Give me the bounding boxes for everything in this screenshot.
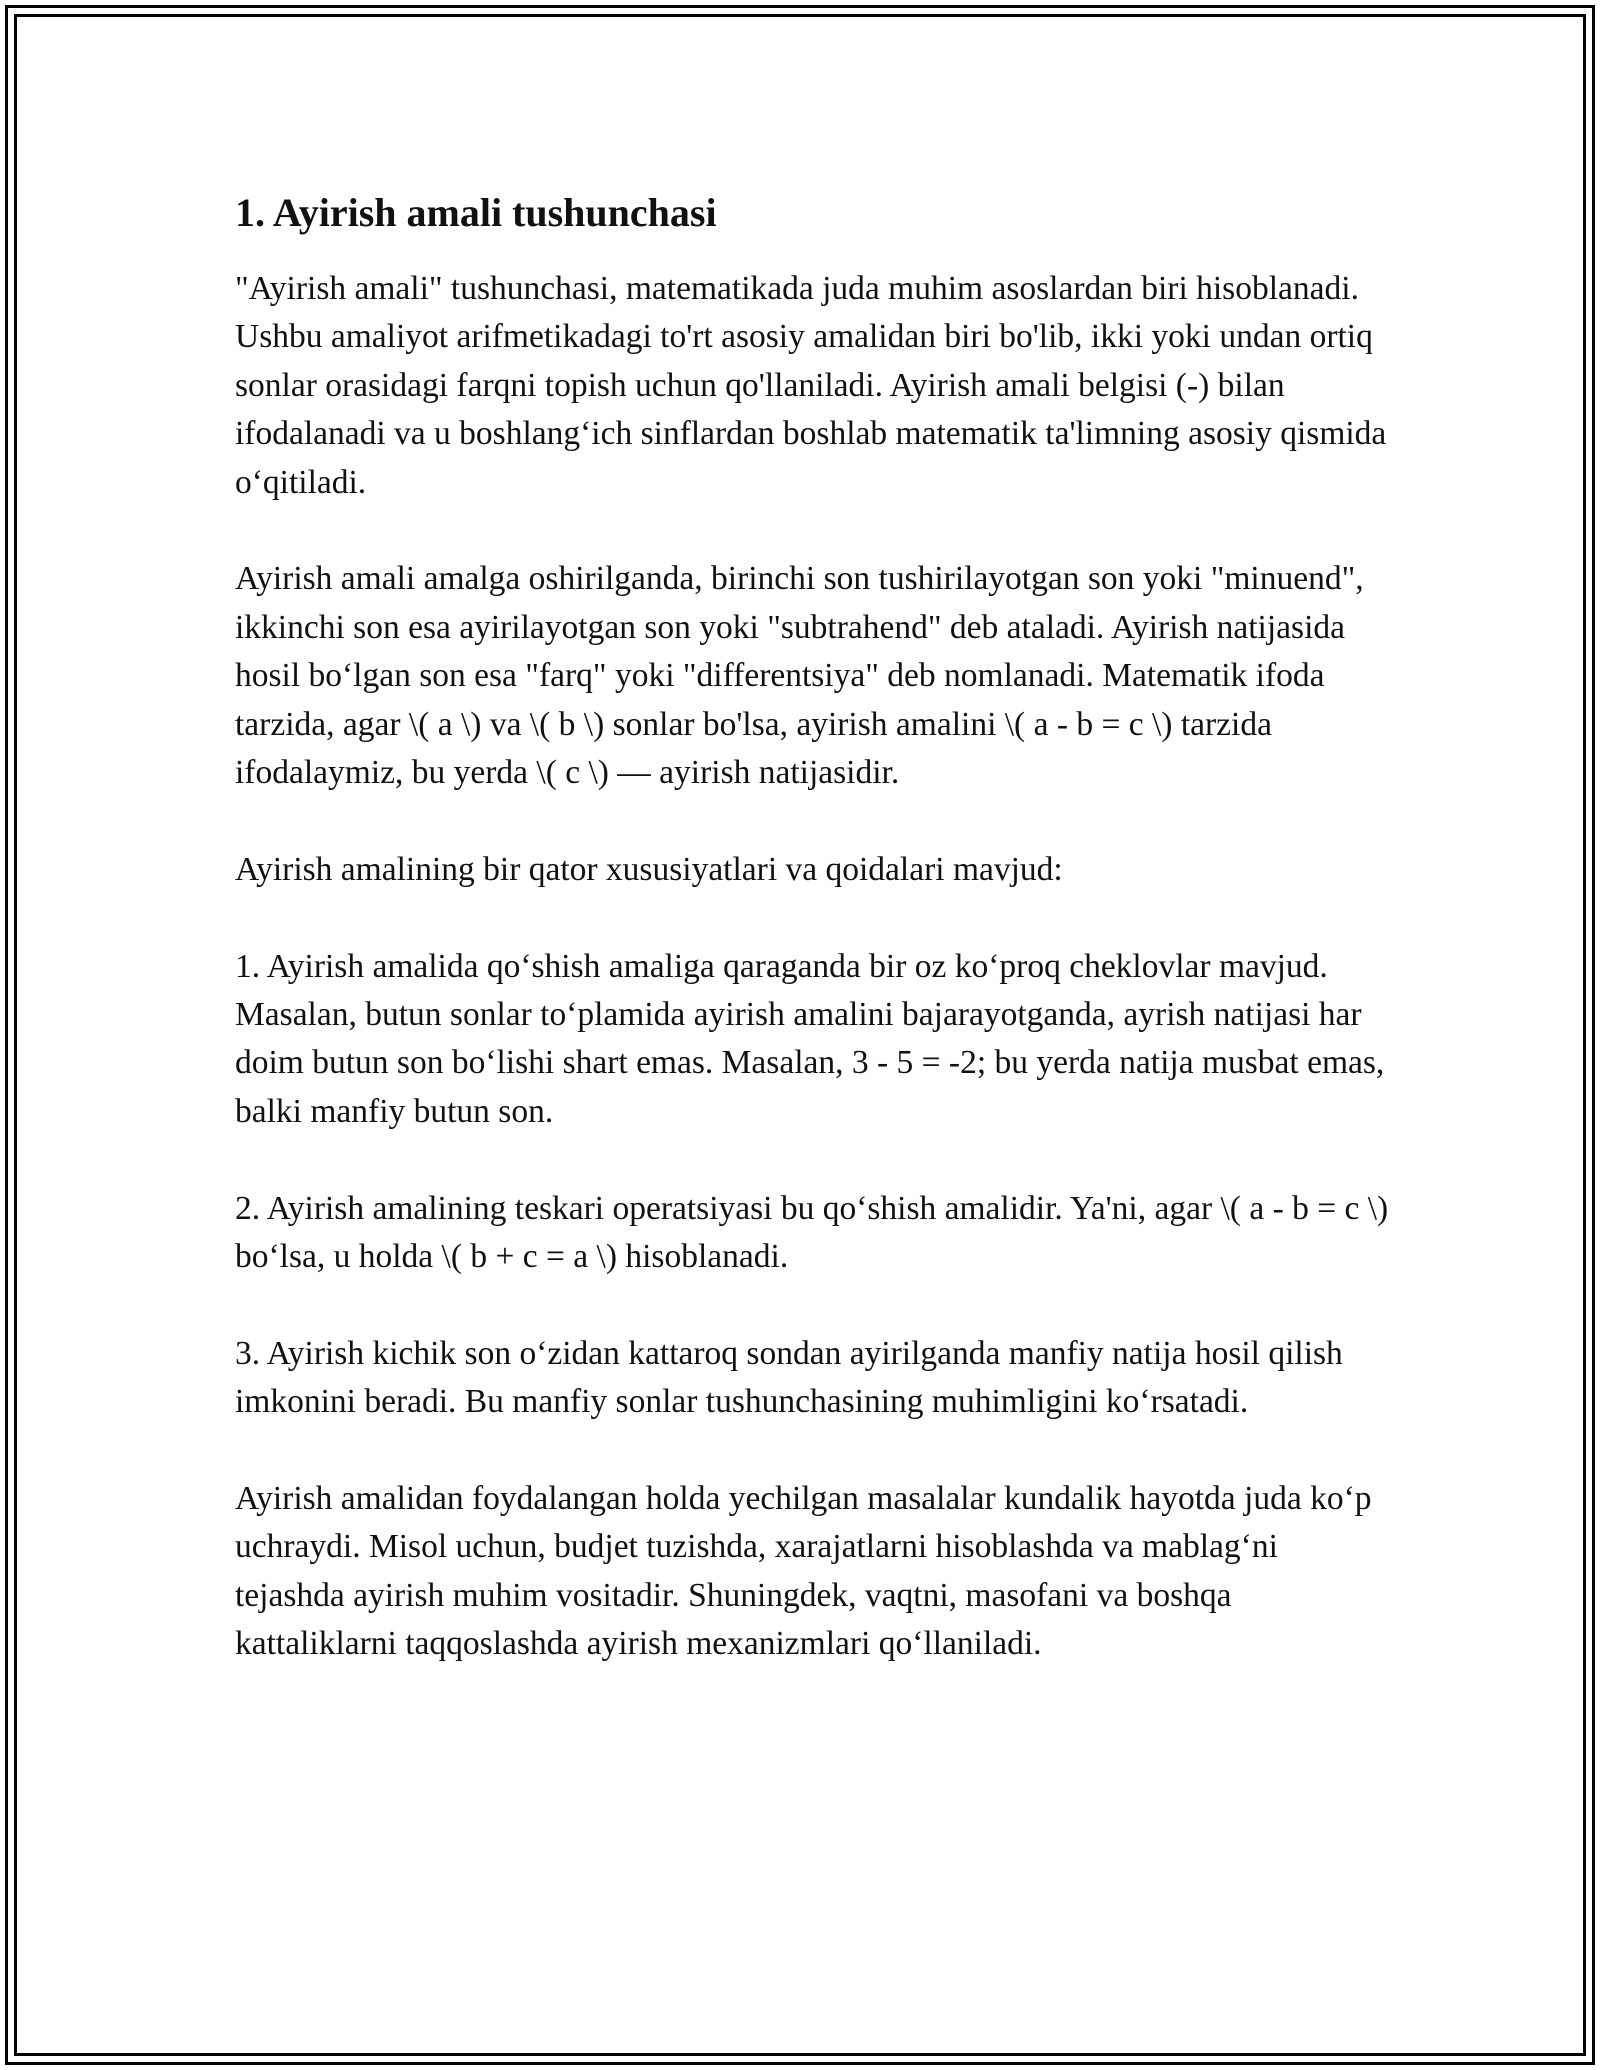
- paragraph-property-3: 3. Ayirish kichik son o‘zidan kattaroq sondan ayirilganda manfiy natija hosil qilish imkonini beradi. Bu manfiy sonlar tushunchasining muhimligini ko‘rsatadi.: [235, 1334, 1343, 1421]
- section-heading: 1. Ayirish amali tushunchasi: [235, 190, 717, 235]
- paragraph-intro: "Ayirish amali" tushunchasi, matematikada juda muhim asoslardan biri hisoblanadi. Ushbu amaliyot arifmetikadagi to'rt asosiy amalidan biri bo'lib, ikki yoki undan ortiq sonlar orasidagi farqni topish uchun qo'llaniladi. Ayirish amali belgisi (-) bilan ifodalanadi va u boshlang‘ich sinflardan boshlab matematik ta'limning asosiy qismida o‘qitiladi.: [235, 270, 1387, 501]
- paragraph-properties-intro: Ayirish amalining bir qator xususiyatlari va qoidalari mavjud:: [235, 850, 1063, 888]
- paragraph-terms: Ayirish amali amalga oshirilganda, birinchi son tushirilayotgan son yoki "minuend", ikkinchi son esa ayirilayotgan son yoki "subtrahend" deb ataladi. Ayirish natijasida hosil bo‘lgan son esa "farq" yoki "differentsiya" deb nomlanadi. Matematik ifoda tarzida, agar \( a \) va \( b \) sonlar bo'lsa, ayirish amalini \( a - b = c \) tarzida ifodalaymiz, bu yerda \( c \) — ayirish natijasidir.: [235, 560, 1364, 792]
- paragraph-applications: Ayirish amalidan foydalangan holda yechilgan masalalar kundalik hayotda juda ko‘p uchraydi. Misol uchun, budjet tuzishda, xarajatlarni hisoblashda va mablag‘ni tejashda ayirish muhim vositadir. Shuningdek, vaqtni, masofani va boshqa kattaliklarni taqqoslashda ayirish mexanizmlari qo‘llaniladi.: [235, 1480, 1372, 1663]
- paragraph-property-1: 1. Ayirish amalida qo‘shish amaliga qaraganda bir oz ko‘proq cheklovlar mavjud. Masalan, butun sonlar to‘plamida ayirish amalini bajarayotganda, ayrish natijasi har doim butun son bo‘lishi shart emas. Masalan, 3 - 5 = -2; bu yerda natija musbat emas, balki manfiy butun son.: [235, 947, 1385, 1130]
- document-body: [235, 183, 1395, 1717]
- paragraph-property-2: 2. Ayirish amalining teskari operatsiyasi bu qo‘shish amalidir. Ya'ni, agar \( a - b = c \) bo‘lsa, u holda \( b + c = a \) hisoblanadi.: [235, 1189, 1389, 1276]
